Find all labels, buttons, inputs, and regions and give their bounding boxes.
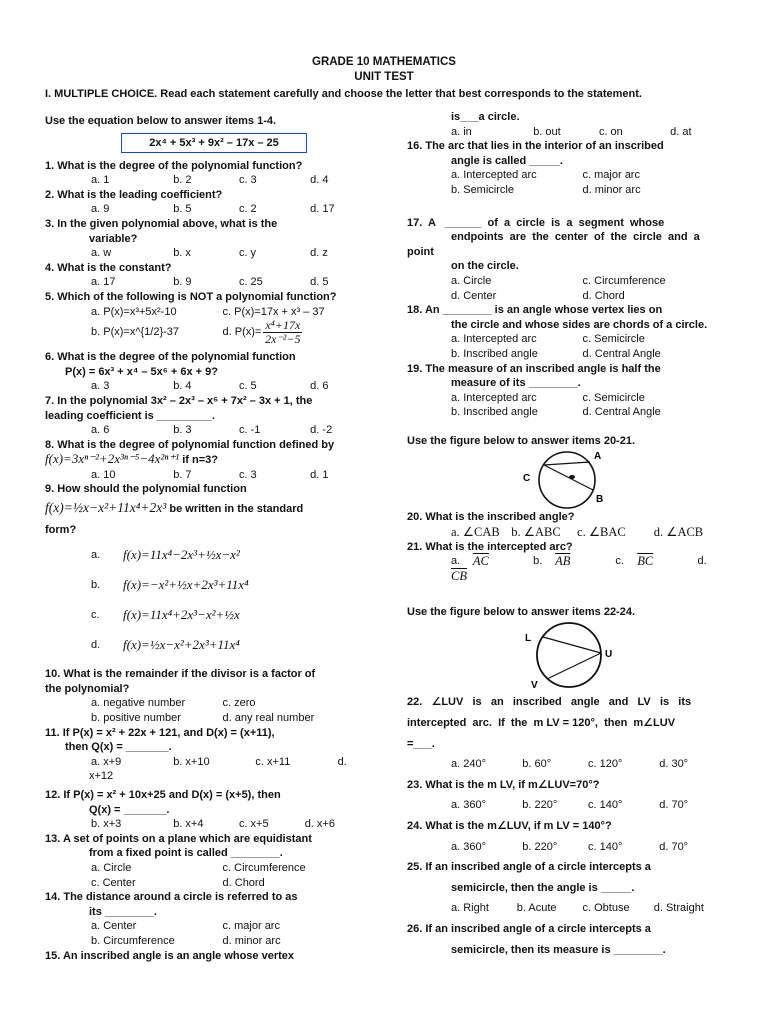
- options-14: [45, 919, 365, 948]
- option[interactable]: c. Semicircle: [582, 333, 645, 346]
- question-25: 25. If an inscribed angle of a circle intercepts a: [407, 861, 651, 874]
- option[interactable]: c. major arc: [222, 920, 280, 933]
- option[interactable]: c. Semicircle: [582, 391, 645, 404]
- option-arc[interactable]: $\overline{BC}$: [637, 554, 654, 569]
- question-8-eq: f(x)=3xⁿ⁻²+2x³ⁿ⁻⁵−4x²ⁿ⁺¹ if n=3?: [45, 451, 218, 467]
- option[interactable]: d. z: [310, 247, 328, 260]
- option-fraction[interactable]: d. P(x)= $\frac{\text{x⁴+17x}}{\text{2x⁻²−5}}$: [222, 318, 301, 347]
- options-3: [45, 246, 365, 261]
- option[interactable]: c. Circumference: [582, 274, 666, 287]
- options-16: [407, 168, 725, 197]
- question-23: 23. What is the m LV, if m∠LUV=70°?: [407, 778, 600, 791]
- center-point: [569, 475, 575, 479]
- option-21d-arc[interactable]: $\overline{CB}$: [451, 568, 467, 583]
- option[interactable]: a. 17: [91, 276, 116, 289]
- option[interactable]: d. 70°: [659, 799, 689, 812]
- question-17-cont: endpoints are the center of the circle and a: [451, 231, 700, 244]
- options-6: [45, 379, 365, 394]
- option[interactable]: d. Center: [451, 289, 497, 302]
- option[interactable]: a. P(x)=x³+5x²-10: [91, 305, 177, 318]
- option[interactable]: c. 5: [238, 380, 257, 393]
- option[interactable]: c. 3: [238, 468, 257, 481]
- option[interactable]: b. x+10: [173, 755, 210, 768]
- option[interactable]: d. x+6: [304, 818, 335, 831]
- question-9-cont: form?: [45, 523, 77, 536]
- option[interactable]: c. on: [598, 125, 623, 138]
- option[interactable]: d. minor arc: [582, 183, 641, 196]
- option[interactable]: a. ∠CAB: [451, 525, 500, 540]
- options-25: [407, 901, 725, 916]
- options-24: [407, 840, 725, 855]
- question-9: 9. How should the polynomial function: [45, 483, 247, 496]
- question-11: 11. If P(x) = x² + 22x + 121, and D(x) = (x+11),: [45, 726, 275, 739]
- option[interactable]: c. 3: [238, 174, 257, 187]
- question-17: 17. A ______ of a circle is a segment whose: [407, 216, 665, 229]
- option[interactable]: b. Circumference: [91, 934, 175, 947]
- question-26-cont: semicircle, then its measure is ________.: [451, 943, 666, 956]
- option-arc[interactable]: $\overline{AC}$: [472, 554, 489, 569]
- options-21: a. $\overline{AC}$ b. $\overline{AB}$ c. $\overline{BC}$ d.: [451, 554, 707, 569]
- option[interactable]: b. out: [533, 125, 561, 138]
- option[interactable]: c. -1: [238, 424, 261, 437]
- option[interactable]: c. y: [238, 247, 257, 260]
- option[interactable]: a. 6: [91, 424, 110, 437]
- option[interactable]: b. ∠ABC: [511, 525, 561, 540]
- option[interactable]: c. 140°: [587, 840, 623, 853]
- question-18: 18. An ________ is an angle whose vertex lies on: [407, 304, 663, 317]
- option[interactable]: a. 360°: [451, 840, 486, 853]
- question-16-cont: angle is called _____.: [451, 154, 563, 167]
- question-6-eq: P(x) = 6x³ + x⁴ – 5x⁶ + 6x + 9?: [65, 365, 218, 378]
- option[interactable]: d. ∠ACB: [653, 525, 704, 540]
- options-5-row1: [45, 305, 365, 320]
- question-11-cont: then Q(x) = _______.: [65, 741, 172, 754]
- option[interactable]: a. w: [91, 247, 112, 260]
- question-19: 19. The measure of an inscribed angle is half the: [407, 362, 661, 375]
- question-25-cont: semicircle, then the angle is _____.: [451, 881, 635, 894]
- label-c: C: [523, 473, 531, 485]
- fraction-numerator: x⁴+17x: [265, 318, 301, 333]
- option-arc[interactable]: $\overline{AB}$: [555, 554, 571, 569]
- options-11: [45, 755, 365, 770]
- options-18: [407, 332, 725, 361]
- label-a: A: [594, 451, 602, 463]
- chord-cb: [544, 465, 593, 490]
- option-9a[interactable]: a. f(x)=11x⁴−2x³+½x−x²: [91, 547, 240, 563]
- options-8: [45, 468, 365, 483]
- options-15: [407, 125, 725, 140]
- question-3-cont: variable?: [89, 232, 138, 245]
- option[interactable]: c. 25: [238, 276, 263, 289]
- option[interactable]: a. x+9: [91, 755, 122, 768]
- option[interactable]: c. x+5: [238, 818, 269, 831]
- option[interactable]: c. ∠BAC: [577, 525, 626, 540]
- option[interactable]: c. 120°: [587, 758, 623, 771]
- chord-ca: [544, 462, 590, 465]
- option[interactable]: a. 9: [91, 203, 110, 216]
- left-column: [45, 114, 365, 963]
- figure-2-instruction: Use the figure below to answer items 22-24.: [407, 605, 636, 618]
- option[interactable]: b. x+3: [91, 818, 122, 831]
- question-1: 1. What is the degree of the polynomial function?: [45, 159, 303, 172]
- question-14: 14. The distance around a circle is referred to as: [45, 891, 298, 904]
- option[interactable]: d. 1: [310, 468, 329, 481]
- question-8: 8. What is the degree of polynomial function defined by: [45, 438, 335, 451]
- option[interactable]: d. 70°: [659, 840, 689, 853]
- fraction-denominator: 2x⁻²−5: [265, 332, 301, 347]
- question-12: 12. If P(x) = x² + 10x+25 and D(x) = (x+5), then: [45, 789, 281, 801]
- option[interactable]: b. Semicircle: [451, 183, 514, 196]
- option[interactable]: a. in: [451, 125, 472, 138]
- circle: [539, 452, 595, 508]
- options-17: [407, 274, 725, 303]
- question-7: 7. In the polynomial 3x² – 2x³ – x⁶ + 7x² – 3x + 1, the: [45, 394, 313, 407]
- options-13: [45, 861, 365, 890]
- question-6: 6. What is the degree of the polynomial function: [45, 351, 296, 364]
- options-10: [45, 696, 365, 725]
- options-20: [407, 525, 725, 540]
- option[interactable]: a. 240°: [451, 758, 486, 771]
- option[interactable]: d.: [337, 755, 347, 768]
- option[interactable]: d. 17: [310, 203, 335, 216]
- question-24: 24. What is the m∠LUV, if m LV = 140°?: [407, 820, 612, 832]
- label-l: L: [525, 633, 532, 645]
- option[interactable]: c. 2: [238, 203, 257, 216]
- option[interactable]: a. 360°: [451, 799, 486, 812]
- label-u: U: [605, 649, 613, 661]
- label-b: B: [596, 494, 604, 506]
- label-v: V: [531, 680, 538, 690]
- question-2: 2. What is the leading coefficient?: [45, 188, 223, 201]
- option[interactable]: b. Inscribed angle: [451, 406, 538, 419]
- option[interactable]: d. Chord: [222, 876, 265, 889]
- question-4: 4. What is the constant?: [45, 261, 172, 274]
- option[interactable]: a. Circle: [91, 861, 132, 874]
- options-12: [45, 817, 365, 832]
- option[interactable]: b. positive number: [91, 712, 181, 725]
- option[interactable]: a. 3: [91, 380, 110, 393]
- options-23: [407, 798, 725, 813]
- option[interactable]: b. x+4: [173, 818, 204, 831]
- option[interactable]: b. 9: [173, 276, 192, 289]
- question-5: 5. Which of the following is NOT a polynomial function?: [45, 290, 337, 303]
- option[interactable]: b. 220°: [522, 799, 558, 812]
- question-21: 21. What is the intercepted arc?: [407, 540, 573, 553]
- instructions: I. MULTIPLE CHOICE. Read each statement carefully and choose the letter that best corresponds to the statement.: [45, 88, 642, 100]
- option[interactable]: a. 10: [91, 468, 116, 481]
- circle: [537, 623, 601, 687]
- options-22: [407, 757, 725, 772]
- option[interactable]: b. Inscribed angle: [451, 347, 538, 360]
- option[interactable]: a. Right: [451, 902, 489, 915]
- option[interactable]: d. Central Angle: [582, 406, 661, 419]
- options-1: [45, 173, 365, 188]
- option[interactable]: b. Acute: [516, 902, 557, 915]
- option-9b[interactable]: b. f(x)=−x²+½x+2x³+11x⁴: [91, 577, 249, 593]
- option[interactable]: d. at: [670, 125, 692, 138]
- option[interactable]: a. Intercepted arc: [451, 391, 537, 404]
- option[interactable]: d. Chord: [582, 289, 625, 302]
- question-17-cont2: point: [407, 245, 434, 258]
- option[interactable]: c. zero: [222, 697, 256, 710]
- chord-lu: [543, 637, 601, 653]
- equation-box: 2x⁴ + 5x³ + 9x² – 17x – 25: [121, 133, 307, 153]
- option[interactable]: a. Intercepted arc: [451, 169, 537, 182]
- options-7: [45, 423, 365, 438]
- question-10-cont: the polynomial?: [45, 682, 130, 695]
- question-20: 20. What is the inscribed angle?: [407, 511, 575, 524]
- option[interactable]: d. 4: [310, 174, 329, 187]
- question-3: 3. In the given polynomial above, what is the: [45, 217, 278, 230]
- circle-figure-1: [517, 448, 627, 510]
- options-5-row2: [45, 319, 365, 346]
- option[interactable]: c. P(x)=17x + x³ – 37: [222, 305, 325, 318]
- question-18-cont: the circle and whose sides are chords of a circle.: [451, 318, 708, 331]
- page-subtitle: UNIT TEST: [354, 71, 414, 83]
- option[interactable]: d. 6: [310, 380, 329, 393]
- option[interactable]: b. P(x)=x^{1/2}-37: [91, 326, 180, 339]
- question-19-cont: measure of its ________.: [451, 377, 581, 390]
- question-12-cont: Q(x) = _______.: [89, 803, 170, 816]
- option-9d[interactable]: d. f(x)=½x−x²+2x³+11x⁴: [91, 637, 240, 653]
- page-title: GRADE 10 MATHEMATICS: [312, 56, 456, 68]
- question-22-cont2: =___.: [407, 737, 435, 750]
- option-9c[interactable]: c. f(x)=11x⁴+2x³−x²+½x: [91, 607, 240, 623]
- option[interactable]: b. 4: [173, 380, 192, 393]
- options-19: [407, 391, 725, 420]
- option[interactable]: d. -2: [310, 424, 333, 437]
- equation-instruction: Use the equation below to answer items 1-4.: [45, 115, 277, 127]
- option[interactable]: d. Central Angle: [582, 347, 661, 360]
- option[interactable]: c. Center: [91, 876, 136, 889]
- question-22: 22. ∠LUV is an inscribed angle and LV is its: [407, 696, 692, 709]
- option[interactable]: a. Center: [91, 920, 137, 933]
- option[interactable]: d. any real number: [222, 712, 315, 725]
- option[interactable]: c. major arc: [582, 169, 640, 182]
- option[interactable]: a. Intercepted arc: [451, 333, 537, 346]
- question-15: 15. An inscribed angle is an angle whose vertex: [45, 949, 295, 962]
- option[interactable]: d. 5: [310, 276, 329, 289]
- question-13: 13. A set of points on a plane which are equidistant: [45, 832, 312, 845]
- option[interactable]: b. 5: [173, 203, 192, 216]
- option[interactable]: c. 140°: [587, 799, 623, 812]
- option[interactable]: c. x+11: [255, 755, 291, 768]
- option[interactable]: c. Obtuse: [582, 902, 630, 915]
- question-26: 26. If an inscribed angle of a circle intercepts a: [407, 922, 651, 935]
- option[interactable]: b. x: [173, 247, 191, 260]
- option[interactable]: d. minor arc: [222, 934, 281, 947]
- option[interactable]: b. 7: [173, 468, 192, 481]
- figure-1-instruction: Use the figure below to answer items 20-21.: [407, 434, 636, 447]
- options-4: [45, 275, 365, 290]
- option[interactable]: b. 60°: [522, 758, 552, 771]
- option[interactable]: b. 220°: [522, 840, 558, 853]
- question-10: 10. What is the remainder if the divisor is a factor of: [45, 668, 316, 681]
- option[interactable]: a. 1: [91, 174, 110, 187]
- question-14-cont: its ________.: [89, 905, 157, 918]
- option[interactable]: a. Circle: [451, 274, 492, 287]
- options-2: [45, 202, 365, 217]
- right-column: [407, 110, 725, 957]
- question-13-cont: from a fixed point is called ________.: [89, 847, 283, 860]
- question-17-cont3: on the circle.: [451, 260, 519, 273]
- circle-figure-2: [517, 619, 627, 689]
- option[interactable]: d. 30°: [659, 758, 689, 771]
- option[interactable]: d. Straight: [653, 902, 704, 915]
- question-7-cont: leading coefficient is _________.: [45, 409, 215, 422]
- option[interactable]: a. negative number: [91, 697, 186, 710]
- question-9-eq: f(x)=½x−x²+11x⁴+2x³ be written in the standard: [45, 500, 304, 516]
- option[interactable]: c. Circumference: [222, 861, 306, 874]
- question-16: 16. The arc that lies in the interior of an inscribed: [407, 140, 664, 153]
- option-11d-cont[interactable]: x+12: [89, 770, 114, 783]
- option[interactable]: b. 3: [173, 424, 192, 437]
- option[interactable]: b. 2: [173, 174, 192, 187]
- question-22-cont: intercepted arc. If the m LV = 120°, then m∠LUV: [407, 717, 676, 730]
- question-15-cont: is___a circle.: [451, 111, 520, 123]
